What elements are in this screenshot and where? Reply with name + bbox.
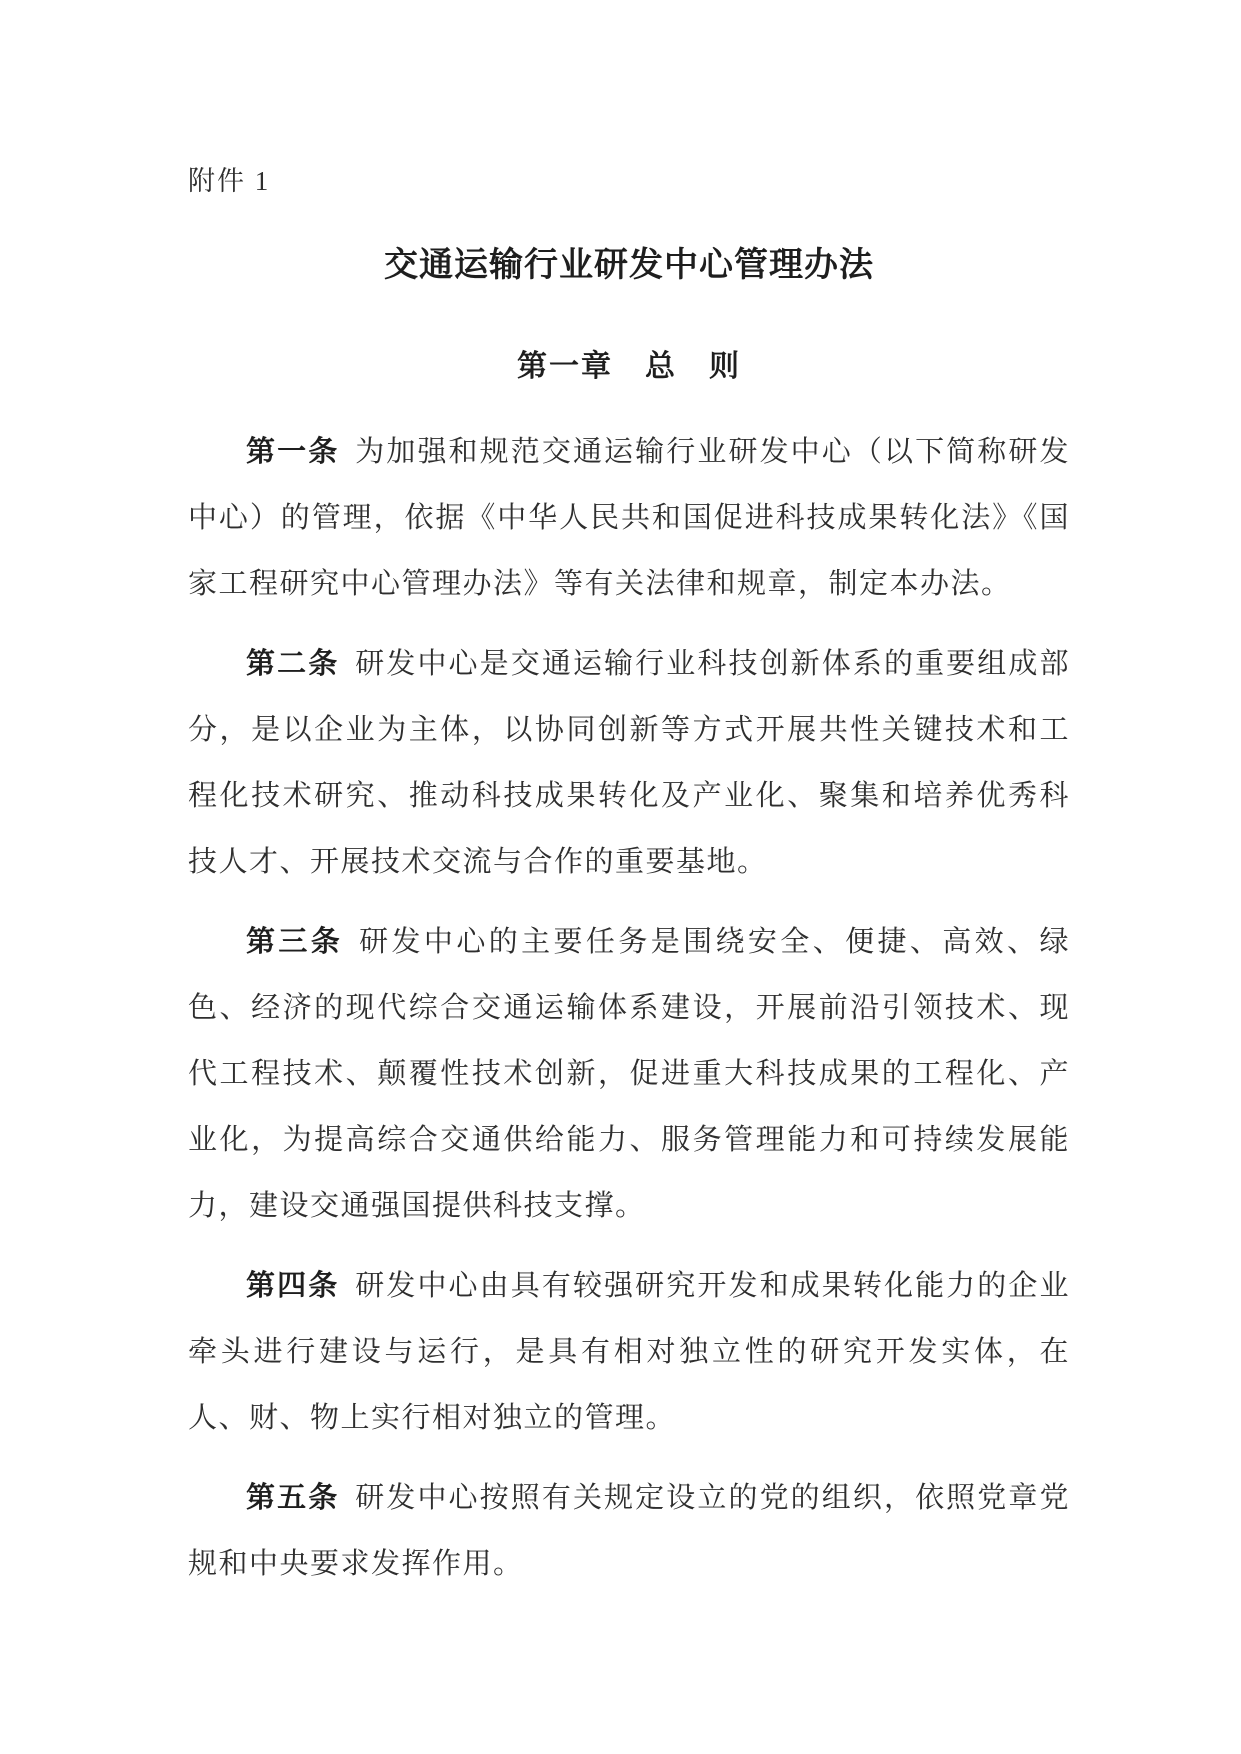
article-2-text: 研发中心是交通运输行业科技创新体系的重要组成部分，是以企业为主体，以协同创新等方式开展共性关键技术和工程化技术研究、推动科技成果转化及产业化、聚集和培养优秀科技人才、开展技术交流与合作的重要基地。 [188,648,1070,878]
article-5-label: 第五条 [246,1482,340,1514]
article-paragraph-4 [188,1253,1070,1451]
article-3-label: 第三条 [246,926,344,958]
article-2-label: 第二条 [246,648,340,680]
article-paragraph-2 [188,631,1070,895]
article-1-label: 第一条 [246,436,340,468]
article-paragraph-5 [188,1465,1070,1597]
attachment-label: 附件 1 [188,166,271,196]
article-paragraph-1 [188,419,1070,617]
article-3-text: 研发中心的主要任务是围绕安全、便捷、高效、绿色、经济的现代综合交通运输体系建设，开展前沿引领技术、现代工程技术、颠覆性技术创新，促进重大科技成果的工程化、产业化，为提高综合交通供给能力、服务管理能力和可持续发展能力，建设交通强国提供科技支撑。 [188,926,1070,1222]
chapter-heading: 第一章 总 则 [517,350,741,383]
article-4-text: 研发中心由具有较强研究开发和成果转化能力的企业牵头进行建设与运行，是具有相对独立性的研究开发实体，在人、财、物上实行相对独立的管理。 [188,1270,1070,1434]
article-4-label: 第四条 [246,1270,340,1302]
article-paragraph-3 [188,909,1070,1239]
article-5-text: 研发中心按照有关规定设立的党的组织，依照党章党规和中央要求发挥作用。 [188,1482,1070,1580]
document-body [188,419,1070,1597]
document-title: 交通运输行业研发中心管理办法 [384,246,874,284]
article-1-text: 为加强和规范交通运输行业研发中心（以下简称研发中心）的管理，依据《中华人民共和国促进科技成果转化法》《国家工程研究中心管理办法》等有关法律和规章，制定本办法。 [188,436,1070,600]
